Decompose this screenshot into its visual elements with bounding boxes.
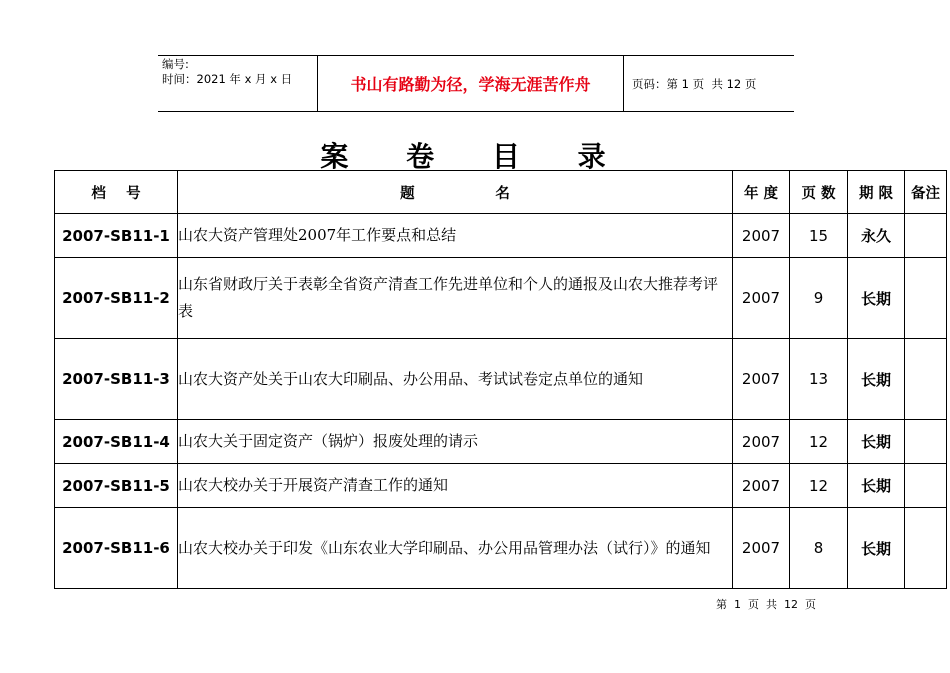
table-header-row — [55, 171, 947, 214]
table-row — [55, 464, 947, 508]
row-term: 长期 — [848, 258, 905, 339]
row-pages: 8 — [790, 508, 848, 589]
page-header — [158, 55, 794, 112]
row-title: 山农大关于固定资产（锅炉）报废处理的请示 — [178, 420, 733, 464]
table-row — [55, 214, 947, 258]
row-code: 2007-SB11-6 — [55, 508, 178, 589]
row-code: 2007-SB11-3 — [55, 339, 178, 420]
row-code: 2007-SB11-4 — [55, 420, 178, 464]
row-note — [905, 258, 947, 339]
table-row — [55, 258, 947, 339]
row-pages: 9 — [790, 258, 848, 339]
row-term: 长期 — [848, 464, 905, 508]
row-note — [905, 464, 947, 508]
row-year: 2007 — [733, 464, 790, 508]
time-label: 时间：2021 年 x 月 x 日 — [162, 72, 293, 86]
row-pages: 12 — [790, 420, 848, 464]
row-year: 2007 — [733, 214, 790, 258]
header-term: 期 限 — [848, 171, 905, 214]
header-year: 年 度 — [733, 171, 790, 214]
row-year: 2007 — [733, 339, 790, 420]
number-label: 编号: — [162, 57, 189, 71]
document-title: 案 卷 目 录 — [320, 140, 630, 173]
row-term: 长期 — [848, 420, 905, 464]
row-note — [905, 339, 947, 420]
header-note: 备注 — [905, 171, 947, 214]
table-row — [55, 508, 947, 589]
table-row — [55, 339, 947, 420]
page-info-text: 页码：第 1 页 共 12 页 — [632, 76, 757, 91]
row-year: 2007 — [733, 420, 790, 464]
header-page-info — [624, 56, 794, 111]
row-title: 山东省财政厅关于表彰全省资产清查工作先进单位和个人的通报及山农大推荐考评表 — [178, 258, 733, 339]
row-term: 长期 — [848, 339, 905, 420]
row-note — [905, 420, 947, 464]
table-row — [55, 420, 947, 464]
row-code: 2007-SB11-2 — [55, 258, 178, 339]
row-title: 山农大资产管理处2007年工作要点和总结 — [178, 214, 733, 258]
header-title: 题 名 — [178, 171, 733, 214]
row-term: 长期 — [848, 508, 905, 589]
row-note — [905, 508, 947, 589]
row-year: 2007 — [733, 508, 790, 589]
row-term: 永久 — [848, 214, 905, 258]
row-code: 2007-SB11-1 — [55, 214, 178, 258]
row-title: 山农大校办关于印发《山东农业大学印刷品、办公用品管理办法（试行）》的通知 — [178, 508, 733, 589]
header-code: 档 号 — [55, 171, 178, 214]
header-meta — [158, 56, 318, 111]
row-title: 山农大校办关于开展资产清查工作的通知 — [178, 464, 733, 508]
page-footer: 第 1 页 共 12 页 — [716, 598, 816, 611]
row-pages: 12 — [790, 464, 848, 508]
row-title: 山农大资产处关于山农大印刷品、办公用品、考试试卷定点单位的通知 — [178, 339, 733, 420]
row-pages: 15 — [790, 214, 848, 258]
header-pages: 页 数 — [790, 171, 848, 214]
header-motto: 书山有路勤为径，学海无涯苦作舟 — [318, 56, 624, 111]
row-year: 2007 — [733, 258, 790, 339]
row-code: 2007-SB11-5 — [55, 464, 178, 508]
catalog-table — [54, 170, 947, 589]
row-note — [905, 214, 947, 258]
row-pages: 13 — [790, 339, 848, 420]
